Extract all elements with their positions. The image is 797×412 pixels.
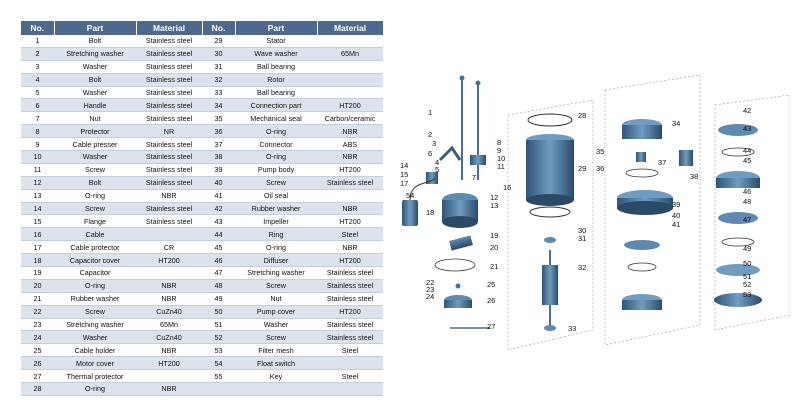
table-row (21, 151, 383, 164)
impeller-part (624, 240, 660, 250)
header-material: Material (136, 21, 202, 35)
cell-material: NR (136, 125, 202, 138)
cell-material: HT200 (317, 99, 383, 112)
cell-no: 46 (202, 254, 235, 267)
callout-48: 48 (743, 197, 752, 206)
callout-23: 23 (426, 285, 435, 294)
callout-42: 42 (743, 106, 752, 115)
mechanical-seal-part (636, 152, 646, 162)
cell-part: Stator (235, 35, 317, 47)
cell-material: Stainless steel (317, 279, 383, 292)
table-row (21, 370, 383, 383)
cell-no: 47 (202, 267, 235, 280)
cell-part: Cable presser (54, 138, 136, 151)
cell-part: Cable holder (54, 344, 136, 357)
cell-material: ABS (317, 138, 383, 151)
cell-no: 42 (202, 202, 235, 215)
cell-no: 28 (21, 383, 54, 396)
table-row (21, 35, 383, 47)
cell-material: Stainless steel (136, 35, 202, 47)
cell-material (317, 383, 383, 396)
cell-material: Stainless steel (136, 112, 202, 125)
cell-no: 18 (21, 254, 54, 267)
cell-no: 30 (202, 47, 235, 60)
cell-material: NBR (136, 292, 202, 305)
table-row (21, 305, 383, 318)
callout-11: 11 (497, 162, 505, 171)
cell-no: 49 (202, 292, 235, 305)
pump-body-part (617, 201, 673, 215)
cell-material: Stainless steel (136, 163, 202, 176)
cell-part: Connection part (235, 99, 317, 112)
cell-no: 54 (202, 357, 235, 370)
table-row (21, 138, 383, 151)
cell-part: O-ring (54, 189, 136, 202)
callout-2: 2 (428, 130, 433, 139)
callout-29: 29 (578, 164, 587, 173)
table-row (21, 318, 383, 331)
diffuser-part (622, 300, 662, 310)
cell-no: 10 (21, 151, 54, 164)
callout-45: 45 (743, 156, 752, 165)
table-row (21, 112, 383, 125)
cell-material: HT200 (317, 163, 383, 176)
cell-no: 7 (21, 112, 54, 125)
callout-8: 8 (497, 138, 502, 147)
cell-part: Washer (54, 60, 136, 73)
callout-20: 20 (490, 243, 499, 252)
cell-part: Nut (235, 292, 317, 305)
cell-material: NBR (136, 279, 202, 292)
cell-part: Diffuser (235, 254, 317, 267)
cell-no: 26 (21, 357, 54, 370)
callout-46: 46 (743, 187, 752, 196)
cell-material: Stainless steel (136, 86, 202, 99)
cell-no: 40 (202, 176, 235, 189)
callout-9: 9 (497, 146, 502, 155)
cell-material (317, 73, 383, 86)
cell-part: Screw (235, 176, 317, 189)
ball-bearing-part (544, 325, 556, 331)
callout-35: 35 (596, 147, 605, 156)
cell-no: 24 (21, 331, 54, 344)
table-row (21, 279, 383, 292)
cell-no: 5 (21, 86, 54, 99)
cell-material: 65Mn (136, 318, 202, 331)
rubber-washer-part (435, 259, 475, 271)
cell-no: 39 (202, 163, 235, 176)
cell-material (317, 357, 383, 370)
cell-no: 51 (202, 318, 235, 331)
callout-37: 37 (658, 158, 667, 167)
cell-material: NBR (317, 202, 383, 215)
cell-part: Impeller (235, 215, 317, 228)
cell-material: CuZn40 (136, 331, 202, 344)
cell-part: Cable (54, 228, 136, 241)
callout-7: 7 (472, 173, 477, 182)
ball-bearing-part (544, 237, 556, 243)
callout-44: 44 (743, 146, 752, 155)
callout-30: 30 (578, 226, 587, 235)
callout-40: 40 (672, 211, 681, 220)
callout-13: 13 (490, 201, 499, 210)
table-row (21, 99, 383, 112)
cell-no: 2 (21, 47, 54, 60)
cell-material (317, 86, 383, 99)
cell-material: Stainless steel (317, 318, 383, 331)
cell-material: Steel (317, 344, 383, 357)
cell-part: Washer (54, 331, 136, 344)
cell-material: HT200 (317, 305, 383, 318)
capacitor-part (449, 235, 473, 250)
table-row (21, 163, 383, 176)
pump-cover-part (716, 264, 760, 276)
cell-material: Stainless steel (136, 176, 202, 189)
cell-part: Stretching washer (54, 47, 136, 60)
callout-26: 26 (487, 296, 496, 305)
callout-27: 27 (487, 322, 496, 331)
cell-part: Wave washer (235, 47, 317, 60)
cell-no: 12 (21, 176, 54, 189)
cell-part: Washer (235, 318, 317, 331)
cell-material: Stainless steel (136, 60, 202, 73)
cell-no: 52 (202, 331, 235, 344)
pump-body-assembly (617, 119, 693, 310)
cell-no: 4 (21, 73, 54, 86)
cell-no: 43 (202, 215, 235, 228)
cell-material: CuZn40 (136, 305, 202, 318)
diffuser-part (716, 178, 760, 188)
cell-part: O-ring (235, 125, 317, 138)
cell-part: Stretching washer (235, 267, 317, 280)
cell-no (202, 383, 235, 396)
cell-no: 32 (202, 73, 235, 86)
callout-5: 5 (435, 165, 440, 174)
cell-part: O-ring (235, 241, 317, 254)
cell-no: 50 (202, 305, 235, 318)
cell-no: 34 (202, 99, 235, 112)
header-material: Material (317, 21, 383, 35)
callout-12: 12 (490, 193, 499, 202)
cell-no: 11 (21, 163, 54, 176)
cell-material: 65Mn (317, 47, 383, 60)
cell-no: 48 (202, 279, 235, 292)
cell-part: Cable protector (54, 241, 136, 254)
cell-material (136, 370, 202, 383)
cell-part (235, 383, 317, 396)
cell-material: Stainless steel (317, 267, 383, 280)
cell-part: Protector (54, 125, 136, 138)
cell-no: 21 (21, 292, 54, 305)
cell-material: NBR (136, 344, 202, 357)
cell-part: Rotor (235, 73, 317, 86)
cell-material: NBR (136, 383, 202, 396)
callout-31: 31 (578, 234, 587, 243)
cell-material: Stainless steel (136, 138, 202, 151)
ring-part (628, 263, 656, 271)
cell-part: Screw (54, 163, 136, 176)
callout-24: 24 (426, 292, 435, 301)
stages-assembly (714, 124, 762, 307)
cell-material: NBR (317, 125, 383, 138)
cell-material: NBR (317, 241, 383, 254)
bolt-head (476, 81, 481, 86)
cell-part: Float switch (235, 357, 317, 370)
impeller-part (718, 212, 758, 224)
cell-part: Screw (54, 305, 136, 318)
cell-material: Stainless steel (136, 99, 202, 112)
table-row (21, 228, 383, 241)
callout-47: 47 (743, 215, 752, 224)
cell-part: O-ring (235, 151, 317, 164)
impeller-part (718, 124, 758, 136)
cell-part: Washer (54, 86, 136, 99)
table-row (21, 331, 383, 344)
cell-no: 14 (21, 202, 54, 215)
cell-material: HT200 (136, 357, 202, 370)
callout-36: 36 (596, 164, 605, 173)
cell-no: 22 (21, 305, 54, 318)
callout-52: 52 (743, 280, 752, 289)
cell-material: NBR (317, 151, 383, 164)
cell-part: Thermal protector (54, 370, 136, 383)
cell-material (136, 228, 202, 241)
callout-33: 33 (568, 324, 577, 333)
callout-19: 19 (490, 231, 499, 240)
cell-part: Capacitor cover (54, 254, 136, 267)
parts-table-header (21, 21, 383, 35)
callout-38: 38 (690, 172, 699, 181)
parts-table-body (21, 35, 383, 395)
cell-part: O-ring (54, 383, 136, 396)
table-row (21, 176, 383, 189)
table-row (21, 47, 383, 60)
callout-53: 53 (743, 290, 752, 299)
table-row (21, 254, 383, 267)
filter-mesh-part (714, 293, 762, 307)
cell-no: 53 (202, 344, 235, 357)
cell-material: HT200 (317, 254, 383, 267)
cell-part: Rubber washer (235, 202, 317, 215)
cell-part: Ring (235, 228, 317, 241)
callout-10: 10 (497, 154, 506, 163)
cell-part: Handle (54, 99, 136, 112)
cell-material: Steel (317, 228, 383, 241)
table-row (21, 189, 383, 202)
table-row (21, 344, 383, 357)
table-row (21, 215, 383, 228)
table-row (21, 73, 383, 86)
cell-part: O-ring (54, 279, 136, 292)
cell-no: 29 (202, 35, 235, 47)
callout-16: 16 (503, 183, 512, 192)
cell-no: 6 (21, 99, 54, 112)
cell-no: 31 (202, 60, 235, 73)
callout-21: 21 (490, 262, 499, 271)
connection-part (622, 125, 662, 139)
callout-54: 54 (406, 191, 415, 200)
cell-part: Pump body (235, 163, 317, 176)
cell-material: Steel (317, 370, 383, 383)
cell-material: Stainless steel (136, 202, 202, 215)
cell-material: Stainless steel (136, 73, 202, 86)
cell-material: NBR (136, 189, 202, 202)
callout-3: 3 (432, 139, 437, 148)
cell-no: 55 (202, 370, 235, 383)
handle-part (440, 148, 460, 160)
cell-part: Screw (54, 202, 136, 215)
table-row (21, 60, 383, 73)
table-row (21, 125, 383, 138)
callout-22: 22 (426, 278, 435, 287)
cell-no: 3 (21, 60, 54, 73)
motor-cover-part (444, 300, 472, 308)
callout-50: 50 (743, 259, 752, 268)
cell-no: 1 (21, 35, 54, 47)
cell-material: Stainless steel (317, 331, 383, 344)
header-no: No. (21, 21, 54, 35)
cell-no: 9 (21, 138, 54, 151)
cell-part: Bolt (54, 73, 136, 86)
callout-49: 49 (743, 244, 752, 253)
callout-17: 17 (400, 179, 409, 188)
screw-part (456, 284, 461, 289)
callout-25: 25 (487, 280, 496, 289)
cell-part: Mechanical seal (235, 112, 317, 125)
callout-18: 18 (426, 208, 435, 217)
cell-part: Motor cover (54, 357, 136, 370)
table-row (21, 86, 383, 99)
table-row (21, 383, 383, 396)
cell-no: 8 (21, 125, 54, 138)
cell-part: Connector (235, 138, 317, 151)
callout-6: 6 (428, 149, 433, 158)
table-row (21, 241, 383, 254)
callout-43: 43 (743, 124, 752, 133)
parts-table (21, 21, 384, 396)
header-part: Part (54, 21, 136, 35)
callout-32: 32 (578, 263, 587, 272)
cell-no: 38 (202, 151, 235, 164)
cell-part: Ball bearing (235, 86, 317, 99)
cell-part: Filter mesh (235, 344, 317, 357)
cell-part: Key (235, 370, 317, 383)
cell-no: 13 (21, 189, 54, 202)
cell-material (317, 189, 383, 202)
table-row (21, 267, 383, 280)
motor-assembly (526, 114, 577, 333)
cell-part: Oil seal (235, 189, 317, 202)
callout-39: 39 (672, 200, 681, 209)
bolt-head (460, 76, 465, 81)
cell-material: Carbon/ceramic (317, 112, 383, 125)
exploded-pump-diagram (390, 60, 790, 350)
cell-material: HT200 (136, 254, 202, 267)
callout-14: 14 (400, 161, 409, 170)
cell-no: 16 (21, 228, 54, 241)
cell-no: 35 (202, 112, 235, 125)
cell-material: Stainless steel (317, 176, 383, 189)
callout-15: 15 (400, 170, 409, 179)
cell-no: 25 (21, 344, 54, 357)
cell-part: Flange (54, 215, 136, 228)
callout-28: 28 (578, 111, 587, 120)
callout-4: 4 (435, 158, 440, 167)
cell-material (317, 35, 383, 47)
cell-no: 41 (202, 189, 235, 202)
cell-part: Washer (54, 151, 136, 164)
cell-material: Stainless steel (136, 47, 202, 60)
cell-no: 33 (202, 86, 235, 99)
cell-part: Bolt (54, 176, 136, 189)
header-no: No. (202, 21, 235, 35)
cell-no: 36 (202, 125, 235, 138)
stator-part (526, 194, 574, 206)
callout-34: 34 (672, 119, 681, 128)
float-switch-part (402, 200, 418, 226)
o-ring-part (626, 169, 658, 177)
cell-part: Nut (54, 112, 136, 125)
callout-1: 1 (428, 108, 433, 117)
cell-material (136, 267, 202, 280)
cell-no: 37 (202, 138, 235, 151)
cell-part: Ball bearing (235, 60, 317, 73)
cell-part: Pump cover (235, 305, 317, 318)
cell-no: 17 (21, 241, 54, 254)
rotor-part (542, 265, 558, 305)
cell-part: Screw (235, 331, 317, 344)
connector-part (679, 150, 693, 166)
cell-material: CR (136, 241, 202, 254)
callout-41: 41 (672, 220, 681, 229)
cell-part: Bolt (54, 35, 136, 47)
head-assembly (402, 76, 490, 329)
cell-no: 44 (202, 228, 235, 241)
cell-part: Rubber washer (54, 292, 136, 305)
cell-part: Screw (235, 279, 317, 292)
wave-washer-part (530, 207, 570, 217)
table-row (21, 292, 383, 305)
cell-no: 23 (21, 318, 54, 331)
cell-no: 27 (21, 370, 54, 383)
o-ring-part (528, 114, 572, 126)
cell-material: Stainless steel (136, 215, 202, 228)
cell-material (317, 60, 383, 73)
header-part: Part (235, 21, 317, 35)
cable-presser-part (470, 155, 486, 165)
table-row (21, 357, 383, 370)
cell-no: 45 (202, 241, 235, 254)
callout-51: 51 (743, 272, 752, 281)
cell-material: Stainless steel (136, 151, 202, 164)
cell-part: Capacitor (54, 267, 136, 280)
cell-material: Stainless steel (317, 292, 383, 305)
cell-no: 20 (21, 279, 54, 292)
cell-material: HT200 (317, 215, 383, 228)
capacitor-cover-part (442, 216, 478, 228)
stator-part (526, 140, 574, 200)
cell-no: 19 (21, 267, 54, 280)
cell-part: Stretching washer (54, 318, 136, 331)
cell-no: 15 (21, 215, 54, 228)
table-row (21, 202, 383, 215)
